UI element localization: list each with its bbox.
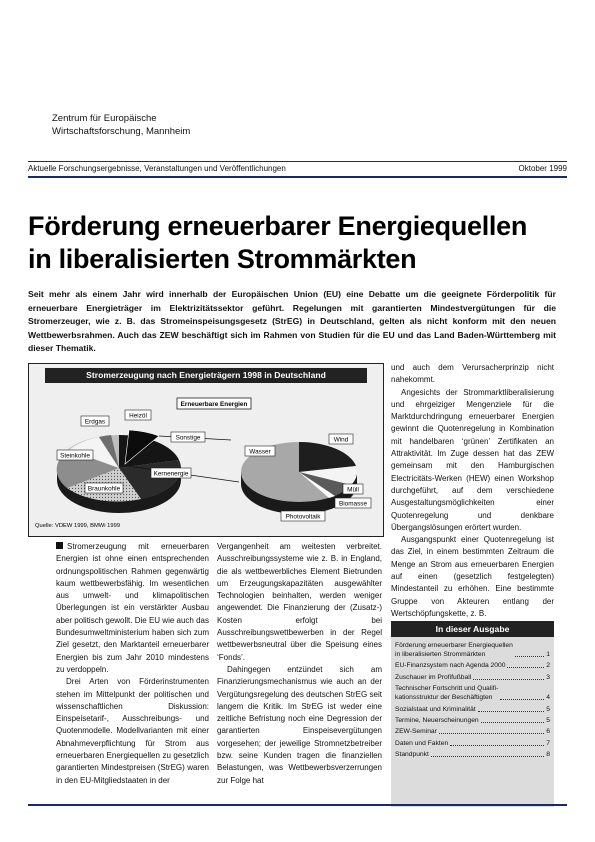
bullet-square-icon — [56, 542, 63, 549]
col2-paragraph-1: Vergangenheit am weitesten verbreitet. Ausschreibungssysteme wie z. B. in England, die als wettbewerbliches Element Bietrunden um Erzeugungskapazitäten ausgewählter Technologien beinhalten, werden weniger angewendet. Die Finanzierung der (Zusatz-) Kosten erfolgt bei Ausschreibungswettbewerben in der Regel wettbewerbsneutral über die Speisung eines ‘Fonds’. — [217, 542, 382, 662]
toc-item[interactable]: Zuschauer im Profifußball 3 — [395, 673, 550, 681]
headline — [28, 210, 567, 276]
header-rule — [28, 176, 567, 178]
label-erneuerbare: Erneuerbare Energien — [180, 401, 248, 408]
toc-item[interactable]: Technischer Fortschritt und Qualifi- kationsstruktur der Beschäftigten 4 — [395, 685, 550, 702]
toc-item[interactable]: Förderung erneuerbarer Energiequellen in liberalisierten Strommärkten 1 — [395, 642, 550, 658]
institution-line-1: Zentrum für Europäische — [52, 113, 157, 124]
column-1 — [56, 541, 209, 787]
label-steinkohle: Steinkohle — [60, 452, 90, 460]
col1-paragraph-1: Stromerzeugung mit erneuerbaren Energien ist ohne einen entsprechenden ordnungspolitischen Rahmen gegenwärtig kaum wettbewerbsfähig. Im wesentlichen aus umwelt- und klimapolitischen Überlegungen ist ein verstärkter Ausbau aber politisch gewollt. Die EU wie auch das Bundesumweltministerium haben sich zum Ziel gesetzt, den Marktanteil erneuerbarer Energien bis zum Jahr 2010 mindestens zu verdoppeln. — [56, 542, 209, 674]
col3-paragraph-3: Ausgangspunkt einer Quotenregelung ist das Ziel, in einem bestimmten Zeitraum die Menge an Strom aus erneuerbaren Energien auf einen (gesetzlich festgelegten) Mindestanteil zu erhöhen. Eine bestimmte Gruppe von Akteuren entlang der Wertschöpfungskette, z. B. — [391, 535, 554, 618]
toc-title: In dieser Ausgabe — [391, 621, 554, 637]
toc-item[interactable]: EU-Finanzsystem nach Agenda 2000 2 — [395, 662, 550, 670]
label-sonstige: Sonstige — [175, 434, 201, 442]
institution-name — [52, 112, 190, 138]
chart-graphic — [29, 364, 383, 536]
issue-date: Oktober 1999 — [518, 164, 567, 173]
headline-line-2: in liberalisierten Strommärkten — [28, 244, 417, 274]
label-erdgas: Erdgas — [84, 418, 106, 426]
headline-line-1: Förderung erneuerbarer Energiequellen — [28, 211, 528, 241]
label-biomasse: Biomasse — [338, 500, 368, 508]
top-rule — [28, 161, 567, 162]
chart-title: Stromerzeugung nach Energieträgern 1998 in Deutschland — [45, 368, 367, 383]
label-wasser: Wasser — [249, 448, 271, 456]
toc-item[interactable]: Daten und Fakten 7 — [395, 739, 550, 747]
column-3 — [391, 362, 554, 620]
strip-description: Aktuelle Forschungsergebnisse, Veranstaltungen und Veröffentlichungen — [28, 164, 286, 173]
col3-paragraph-1: und auch dem Verursacherprinzip nicht nahekommt. — [391, 363, 554, 385]
toc-item[interactable]: ZEW-Seminar 6 — [395, 728, 550, 736]
toc-item[interactable]: Standpunkt 8 — [395, 751, 550, 759]
issue-strip — [28, 164, 567, 173]
toc-item[interactable]: Termine, Neuerscheinungen 5 — [395, 716, 550, 724]
toc-item[interactable]: Sozialstaat und Kriminalität 5 — [395, 705, 550, 713]
column-2 — [217, 541, 382, 787]
bottom-rule — [28, 804, 567, 806]
label-kernenergie: Kernenergie — [153, 470, 189, 478]
toc-list — [395, 641, 550, 762]
col1-paragraph-2: Drei Arten von Förderinstrumenten stehen im Mittelpunkt der politischen und wissenschaftlichen Diskussion: Einspeisetarif-, Ausschreibungs- und Quotenmodelle. Modellvarianten mit einer Abnahmeverpflichtung für Strom aus erneuerbaren Energiequellen zu gesetzlich garantierten Mindestpreisen (StrEG) waren in den EU-Mitgliedstaaten in der — [56, 677, 209, 785]
lead-paragraph: Seit mehr als einem Jahr wird innerhalb der Europäischen Union (EU) eine Debatte um die geeignete Förderpolitik für erneuerbare Energieträger im Elektrizitätssektor geführt. Regelungen mit garantierten Mindestvergütungen für die Stromerzeuger, wie z. B. das Stromeinspeisungsgesetz (StrEG) in Deutschland, gelten als nicht konform mit den neuen Wettbewerbsrahmen. Auch das ZEW beschäftigt sich im Rahmen von Studien für die EU und das Land Baden-Württemberg mit dieser Thematik. — [28, 289, 556, 354]
label-braunkohle: Braunkohle — [87, 485, 121, 493]
chart-source: Quelle: VDEW 1999, BMWi 1999 — [35, 523, 121, 529]
col3-paragraph-2: Angesichts der Strommarktliberalisierung und ehrgeiziger Mengenziele für die Marktdurchdringung erneuerbarer Energien gewinnt die Quotenregelung in Kombination mit handelbaren ‘grünen’ Zertifikaten an Attraktivität. Im Zuge dessen hat das ZEW gemeinsam mit den Hamburgischen Electricitäts-Werken (HEW) einen Workshop durchgeführt, auf dem verschiedene Ausgestaltungsmöglichkeiten einer Quotenregelung und denkbare Übergangslösungen erörtert wurden. — [391, 387, 554, 532]
label-photovoltaik: Photovoltaik — [285, 513, 321, 521]
energy-chart — [28, 363, 384, 537]
label-heizoel: Heizöl — [129, 412, 147, 420]
institution-line-2: Wirtschaftsforschung, Mannheim — [52, 126, 191, 137]
table-of-contents — [391, 621, 554, 807]
col2-paragraph-2: Dahingegen entzündet sich am Finanzierungsmechanismus wie auch an der Vergütungsregelung des deutschen StrEG seit langem die Kritik. Im StrEG ist weder eine zeitliche Befristung noch eine Degression der garantierten Einspeisevergütungen vorgesehen; der jeweilige Stromnetzbetreiber bzw. seine Kunden tragen die finanziellen Belastungen, was Wettbewerbsverzerrungen zur Folge hat — [217, 664, 382, 785]
label-wind: Wind — [333, 436, 349, 444]
label-muell: Müll — [347, 486, 359, 494]
